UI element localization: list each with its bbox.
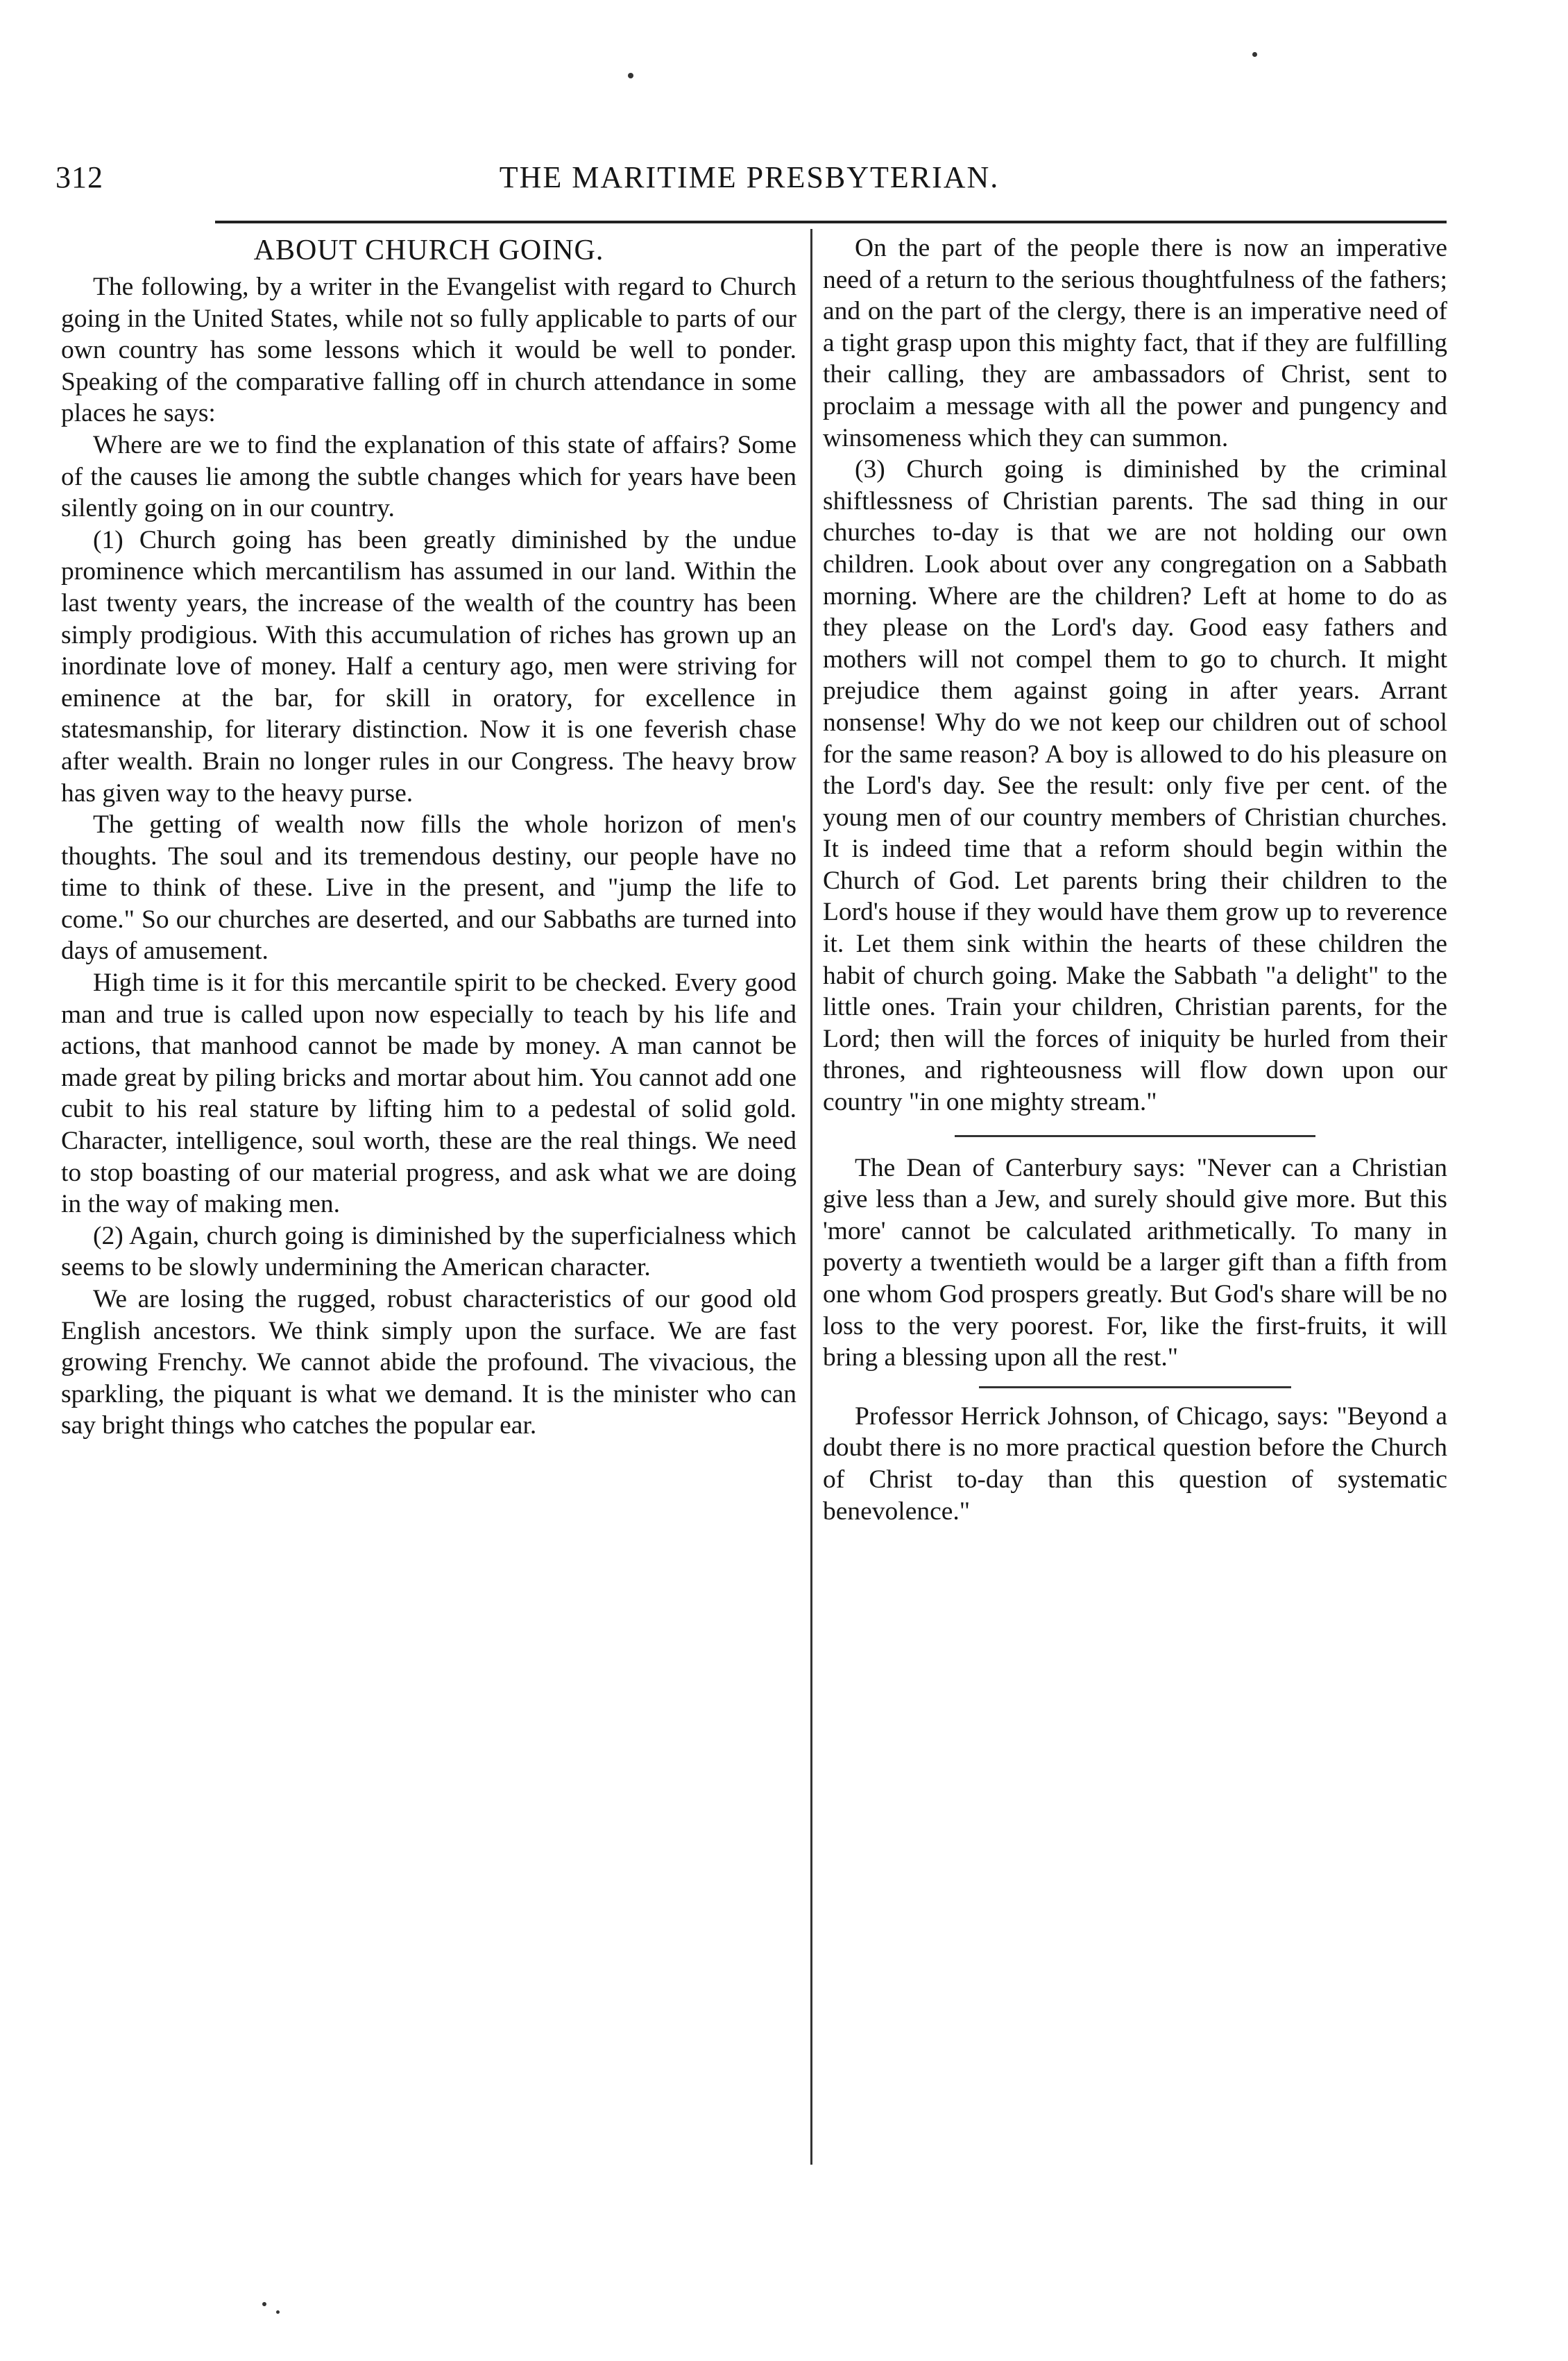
page-header: [56, 160, 1443, 208]
dean-note: The Dean of Canterbury says: "Never can a Christian give less than a Jew, and surely should give more. But this 'more' cannot be calculated arithmetically. To many in poverty a twentieth would be a larger gift than a fifth from one whom God prospers greatly. But God's share will be no loss to the very poorest. For, like the first-fruits, it will bring a blessing upon all the rest.": [823, 1153, 1447, 1372]
ink-speck: [262, 2302, 266, 2306]
article-paragraph-2: (1) Church going has been greatly diminished by the undue prominence which mercantilism has assumed in our land. Within the last twenty years, the increase of the wealth of the country has been simply prodigious. With this accumulation of riches has grown up an inordinate love of money. Half a century ago, men were striving for eminence at the bar, for skill in oratory, for excellence in statesmanship, for literary distinction. Now it is one feverish chase after wealth. Brain no longer rules in our Congress. The heavy brow has given way to the heavy purse.: [61, 525, 796, 808]
ink-speck: [1252, 52, 1257, 57]
article-paragraph-3: The getting of wealth now fills the whole horizon of men's thoughts. The soul and its tremendous destiny, our people have no time to think of these. Live in the present, and "jump the life to come." So our churches are deserted, and our Sabbaths are turned into days of amusement.: [61, 810, 796, 966]
article-paragraph-5: (2) Again, church going is diminished by the superficialness which seems to be slowly undermining the American character.: [61, 1221, 796, 1282]
johnson-note: Professor Herrick Johnson, of Chicago, says: "Beyond a doubt there is no more practical question before the Church of Christ to-day than this question of systematic benevolence.": [823, 1401, 1447, 1526]
article-paragraph-8: (3) Church going is diminished by the criminal shiftlessness of Christian parents. The sad thing in our churches to-day is that we are not holding our own children. Look about over any congregation on a Sabbath morning. Where are the children? Left at home to do as they please on the Lord's day. Good easy fathers and mothers will not compel them to go to church. It might prejudice them against going in after years. Arrant nonsense! Why do we not keep our children out of school for the same reason? A boy is allowed to do his pleasure on the Lord's day. See the result: only five per cent. of the young men of our country members of Christian churches. It is indeed time that a reform should begin within the Church of God. Let parents bring their children to the Lord's house if they would have them grow up to reverence it. Let them sink within the hearts of these children the habit of church going. Make the Sabbath "a delight" to the little ones. Train your children, Christian parents, for the Lord; then will the forces of iniquity be hurled from their thrones, and righteousness will flow down upon our country "in one mighty stream.": [823, 455, 1447, 1117]
left-column: [61, 232, 796, 1442]
article-paragraph-7: On the part of the people there is now an imperative need of a return to the serious thoughtfulness of the fathers; and on the part of the clergy, there is an imperative need of a tight grasp upon this mighty fact, that if they are fulfilling their calling, they are ambassadors of Christ, sent to proclaim a message with all the power and pungency and winsomeness which they can summon.: [823, 234, 1447, 452]
article-title: ABOUT CHURCH GOING.: [253, 235, 604, 266]
page-number: 312: [56, 160, 103, 194]
ink-speck: [628, 73, 633, 78]
article-paragraph-4: High time is it for this mercantile spirit to be checked. Every good man and true is called upon now especially to teach by his life and actions, that manhood cannot be made by money. A man cannot be made great by piling bricks and mortar about him. You cannot add one cubit to his real stature by lifting him to a pedestal of solid gold. Character, intelligence, soul worth, these are the real things. We need to stop boasting of our material progress, and ask what we are doing in the way of making men.: [61, 969, 796, 1219]
article-paragraph-1: Where are we to find the explanation of this state of affairs? Some of the causes lie among the subtle changes which for years have been silently going on in our country.: [61, 430, 796, 523]
running-title: THE MARITIME PRESBYTERIAN.: [499, 160, 1000, 194]
article-paragraph-6: We are losing the rugged, robust characteristics of our good old English ancestors. We think simply upon the surface. We are fast growing Frenchy. We cannot abide the profound. The vivacious, the sparkling, the piquant is what we demand. It is the minister who can say bright things who catches the popular ear.: [61, 1285, 796, 1440]
header-rule: [215, 221, 1447, 223]
right-column: [823, 232, 1447, 1527]
article-intro: The following, by a writer in the Evangelist with regard to Church going in the United States, while not so fully applicable to parts of our own country has some lessons which it would be well to ponder. Speaking of the comparative falling off in church attendance in some places he says:: [61, 273, 796, 428]
ink-speck: [276, 2310, 280, 2314]
section-separator-2: [979, 1386, 1291, 1388]
section-separator: [955, 1135, 1315, 1137]
column-divider: [810, 229, 812, 2165]
